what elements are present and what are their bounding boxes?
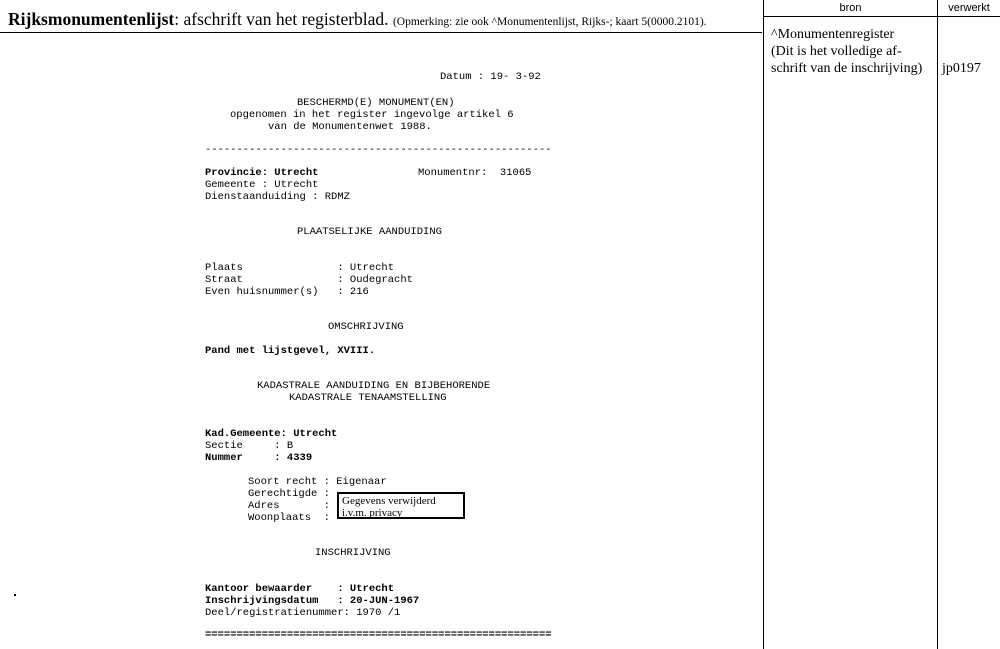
kantoor-bewaarder: Kantoor bewaarder : Utrecht bbox=[205, 583, 395, 595]
heading-line-1: BESCHERMD(E) MONUMENT(EN) bbox=[297, 97, 455, 109]
huisnummer: Even huisnummer(s) : 216 bbox=[205, 286, 369, 298]
dienstaanduiding: Dienstaanduiding : RDMZ bbox=[205, 191, 350, 203]
kadastrale-title-1: KADASTRALE AANDUIDING EN BIJBEHORENDE bbox=[257, 380, 491, 392]
omschrijving-title: OMSCHRIJVING bbox=[328, 321, 404, 333]
monumentnr: Monumentnr: 31065 bbox=[418, 167, 532, 179]
sectie: Sectie : B bbox=[205, 440, 294, 452]
bron-header: bron bbox=[839, 2, 862, 14]
inschrijvingsdatum: Inschrijvingsdatum : 20-JUN-1967 bbox=[205, 595, 420, 607]
kadastrale-title-2: KADASTRALE TENAAMSTELLING bbox=[289, 392, 447, 404]
title-underline bbox=[0, 32, 762, 33]
title-rest: : afschrift van het registerblad. bbox=[174, 9, 389, 29]
bron-line-1: ^Monumentenregister bbox=[771, 27, 895, 42]
double-separator: ======================================================= bbox=[205, 629, 552, 641]
privacy-redaction-box bbox=[337, 492, 465, 519]
verwerkt-column-divider bbox=[937, 0, 938, 649]
privacy-note: Gegevens verwijderd i.v.m. privacy bbox=[342, 495, 436, 519]
verwerkt-value: jp0197 bbox=[942, 61, 981, 76]
woonplaats: Woonplaats : bbox=[248, 512, 330, 524]
stray-dot bbox=[14, 594, 16, 596]
kad-gemeente: Kad.Gemeente: Utrecht bbox=[205, 428, 338, 440]
heading-line-2: opgenomen in het register ingevolge artikel 6 bbox=[230, 109, 514, 121]
deel-registratienummer: Deel/registratienummer: 1970 /1 bbox=[205, 607, 401, 619]
gerechtigde: Gerechtigde : bbox=[248, 488, 330, 500]
dash-separator: ------------------------------------------------------- bbox=[205, 144, 552, 156]
column-header-rule bbox=[763, 16, 1000, 17]
verwerkt-header: verwerkt bbox=[948, 2, 990, 14]
bron-line-2: (Dit is het volledige af- bbox=[771, 44, 902, 59]
card-title bbox=[8, 9, 707, 30]
title-bold: Rijksmonumentenlijst bbox=[8, 9, 175, 29]
plaatselijke-title: PLAATSELIJKE AANDUIDING bbox=[297, 226, 442, 238]
omschrijving: Pand met lijstgevel, XVIII. bbox=[205, 345, 376, 357]
nummer: Nummer : 4339 bbox=[205, 452, 313, 464]
plaats: Plaats : Utrecht bbox=[205, 262, 395, 274]
straat: Straat : Oudegracht bbox=[205, 274, 413, 286]
bron-column-divider bbox=[763, 0, 764, 649]
bron-line-3: schrift van de inschrijving) bbox=[771, 61, 923, 76]
soort-recht: Soort recht : Eigenaar bbox=[248, 476, 387, 488]
heading-line-3: van de Monumentenwet 1988. bbox=[268, 121, 432, 133]
title-note: (Opmerking: zie ook ^Monumentenlijst, Rijks-; kaart 5(0000.2101). bbox=[392, 16, 707, 28]
datum: Datum : 19- 3-92 bbox=[440, 71, 541, 83]
gemeente: Gemeente : Utrecht bbox=[205, 179, 319, 191]
provincie: Provincie: Utrecht bbox=[205, 167, 319, 179]
inschrijving-title: INSCHRIJVING bbox=[315, 547, 391, 559]
adres: Adres : bbox=[248, 500, 330, 512]
